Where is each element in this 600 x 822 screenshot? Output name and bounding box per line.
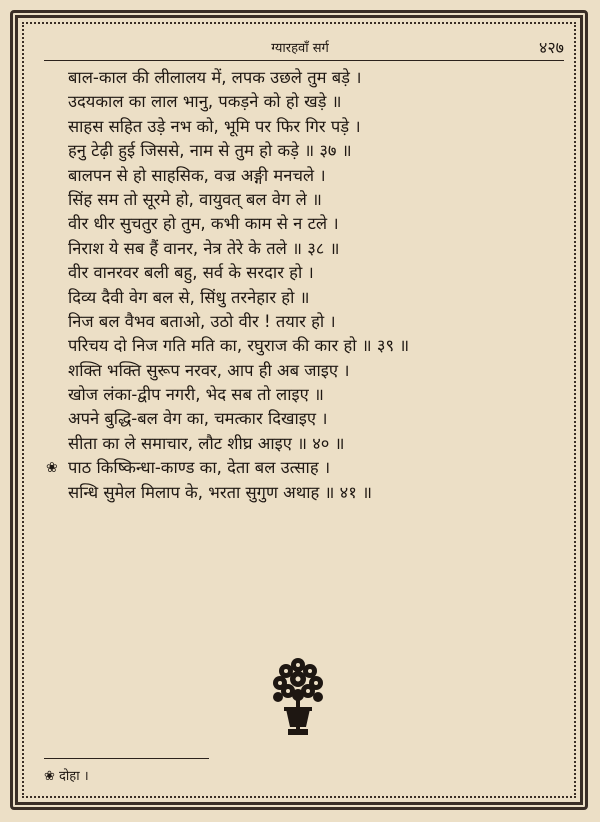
footnote-rule: [44, 758, 209, 759]
asterism-icon: ❀: [46, 460, 58, 477]
verse-text: पाठ किष्किन्धा-काण्ड का, देता बल उत्साह ।: [68, 458, 331, 478]
page-number: ४२७: [539, 38, 564, 57]
verse-line-marked: [46, 456, 548, 480]
verse-line: बालपन से हो साहसिक, वज्र अङ्गी मनचले ।: [68, 165, 326, 185]
verse-line: वीर वानरवर बली बहु, सर्व के सरदार हो ।: [68, 263, 314, 283]
verse-line: परिचय दो निज गति मति का, रघुराज की कार हो ॥ ३९ ॥: [68, 336, 410, 356]
verse-line: शक्ति भक्ति सुरूप नरवर, आप ही अब जाइए ।: [68, 360, 350, 380]
verse-line: अपने बुद्धि-बल वेग का, चमत्कार दिखाइए ।: [68, 409, 328, 429]
verse-line: साहस सहित उड़े नभ को, भूमि पर फिर गिर पड़े ।: [68, 116, 361, 136]
footnote: ❀ दोहा ।: [44, 769, 89, 784]
header-rule: [44, 60, 564, 61]
verse-line: वीर धीर सुचतुर हो तुम, कभी काम से न टले ।: [68, 214, 339, 234]
verse-line: निज बल वैभव बताओ, उठो वीर ! तयार हो ।: [68, 311, 336, 331]
page-header: [36, 36, 564, 60]
verse-line: निराश ये सब हैं वानर, नेत्र तेरे के तले ॥ ३८ ॥: [68, 238, 340, 258]
verse-line: खोज लंका-द्वीप नगरी, भेद सब तो लाइए ॥: [68, 385, 324, 405]
verse-line: हनु टेढ़ी हुई जिससे, नाम से तुम हो कड़े ॥ ३७ ॥: [68, 141, 352, 161]
verse-line: बाल-काल की लीलालय में, लपक उछले तुम बड़े ।: [68, 68, 362, 87]
verse-line: उदयकाल का लाल भानु, पकड़ने को हो खड़े ॥: [68, 92, 342, 112]
verse-line: सन्धि सुमेल मिलाप के, भरता सुगुण अथाह ॥ ४१ ॥: [68, 482, 372, 502]
verse-line: सिंह सम तो सूरमे हो, वायुवत् बल वेग ले ॥: [68, 189, 322, 209]
verse-line: दिव्य दैवी वेग बल से, सिंधु तरनेहार हो ॥: [68, 287, 310, 307]
chapter-title: ग्यारहवाँ सर्ग: [271, 41, 329, 56]
verse-line: सीता का ले समाचार, लौट शीघ्र आइए ॥ ४० ॥: [68, 433, 345, 453]
flower-pot-icon: [272, 655, 324, 737]
verse-block: [46, 66, 548, 505]
